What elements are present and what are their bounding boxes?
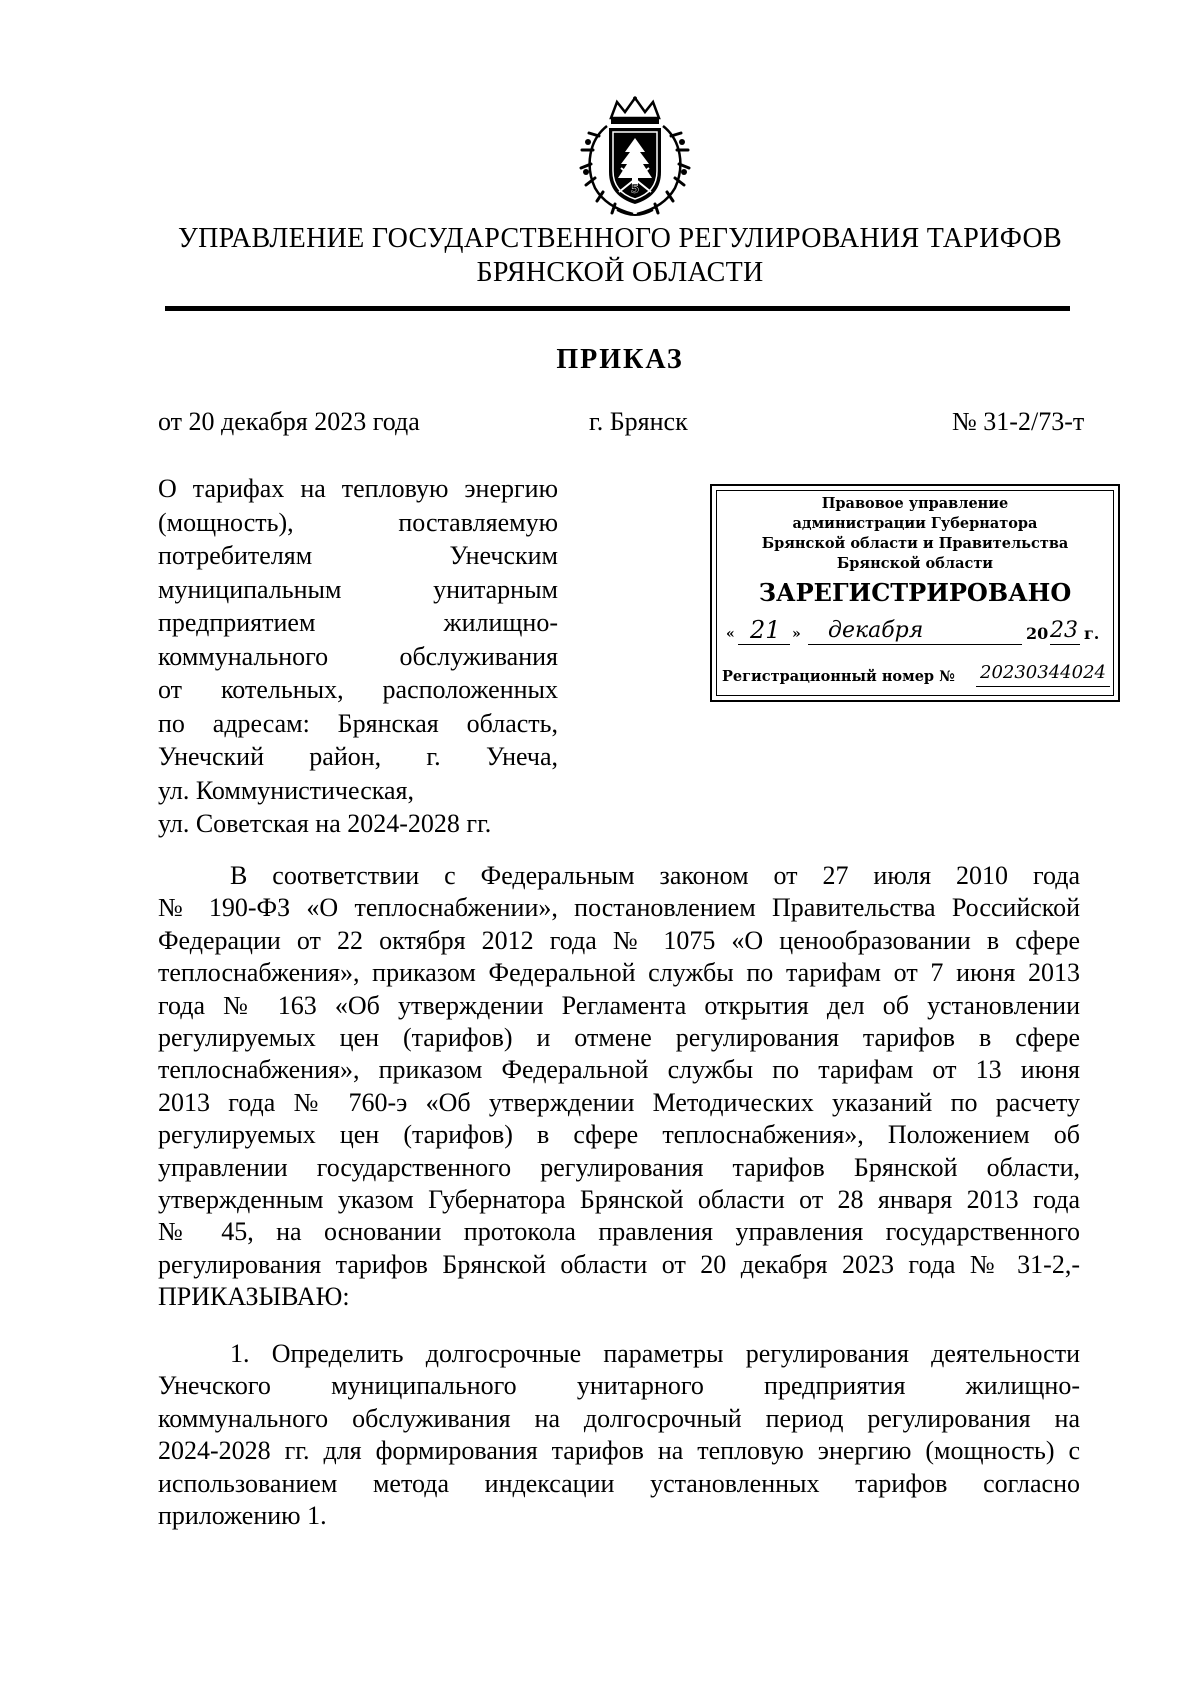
stamp-day-underline bbox=[738, 644, 790, 645]
preamble-line: регулирования тарифов Брянской области от 20 декабря 2023 года № 31-2,- bbox=[158, 1249, 1080, 1279]
preamble-line: регулируемых цен (тарифов) в сфере теплоснабжения», Положением об bbox=[158, 1120, 1080, 1150]
handwritten-day: 21 bbox=[750, 616, 781, 644]
stamp-quote-open: « bbox=[726, 626, 735, 642]
clause-1-paragraph bbox=[158, 1338, 1080, 1532]
preamble-line: года № 163 «Об утверждении Регламента открытия дел об установлении bbox=[158, 990, 1080, 1020]
stamp-year-suffix: г. bbox=[1084, 624, 1100, 643]
document-date: от 20 декабря 2023 года bbox=[158, 407, 420, 436]
preamble-line: № 45, на основании протокола правления управления государственного bbox=[158, 1217, 1080, 1247]
clause-line: коммунального обслуживания на долгосрочный период регулирования на bbox=[158, 1403, 1080, 1433]
stamp-registered-label: ЗАРЕГИСТРИРОВАНО bbox=[758, 578, 1072, 607]
preamble-line: № 190-ФЗ «О теплоснабжении», постановлением Правительства Российской bbox=[158, 893, 1080, 923]
handwritten-year: 23 bbox=[1050, 618, 1078, 643]
handwritten-registration-number: 20230344024 bbox=[980, 662, 1106, 683]
subject-line: коммунального обслуживания bbox=[158, 641, 558, 671]
clause-line: 2024-2028 гг. для формирования тарифов на тепловую энергию (мощность) с bbox=[158, 1436, 1080, 1466]
preamble-line: В соответствии с Федеральным законом от 27 июля 2010 года bbox=[230, 861, 1080, 890]
stamp-year-underline bbox=[1050, 644, 1080, 645]
preamble-line: 2013 года № 760-э «Об утверждении Методических указаний по расчету bbox=[158, 1087, 1080, 1117]
stamp-registration-underline bbox=[976, 686, 1110, 687]
stamp-month-underline bbox=[808, 644, 1022, 645]
preamble-line: Федерации от 22 октября 2012 года № 1075 «О ценообразовании в сфере bbox=[158, 925, 1080, 955]
order-subject bbox=[158, 472, 558, 841]
preamble-line: теплоснабжения», приказом Федеральной службы по тарифам от 7 июня 2013 bbox=[158, 958, 1080, 988]
preamble-line: регулируемых цен (тарифов) и отмене регулирования тарифов в сфере bbox=[158, 1023, 1080, 1053]
subject-line: муниципальным унитарным bbox=[158, 574, 558, 604]
coat-of-arms-numeral: 5 bbox=[630, 182, 640, 196]
clause-line: использованием метода индексации установленных тарифов согласно bbox=[158, 1468, 1080, 1498]
clause-line: приложению 1. bbox=[158, 1501, 327, 1531]
stamp-registration-row bbox=[722, 662, 1112, 690]
document-number: № 31-2/73-т bbox=[952, 407, 1085, 436]
registration-stamp bbox=[710, 484, 1120, 702]
handwritten-month: декабря bbox=[828, 618, 924, 643]
stamp-authority-line: Брянской области bbox=[836, 555, 994, 572]
preamble-line: ПРИКАЗЫВАЮ: bbox=[158, 1282, 350, 1312]
agency-name-line-1: УПРАВЛЕНИЕ ГОСУДАРСТВЕННОГО РЕГУЛИРОВАНИЯ ТАРИФОВ bbox=[178, 223, 1062, 254]
clause-line: 1. Определить долгосрочные параметры регулирования деятельности bbox=[230, 1339, 1080, 1368]
preamble-line: утвержденным указом Губернатора Брянской области от 28 января 2013 года bbox=[158, 1185, 1080, 1215]
subject-line: О тарифах на тепловую энергию bbox=[158, 474, 558, 503]
subject-line: ул. Советская на 2024-2028 гг. bbox=[158, 809, 492, 838]
subject-line: ул. Коммунистическая, bbox=[158, 775, 414, 805]
stamp-year-prefix: 20 bbox=[1026, 624, 1049, 643]
document-type-title: ПРИКАЗ bbox=[556, 344, 684, 375]
coat-of-arms-icon bbox=[577, 96, 693, 220]
preamble-line: теплоснабжения», приказом Федеральной службы по тарифам от 13 июня bbox=[158, 1055, 1080, 1085]
subject-line: Унечский район, г. Унеча, bbox=[158, 742, 558, 771]
subject-line: (мощность), поставляемую bbox=[158, 507, 558, 537]
subject-line: потребителям Унечским bbox=[158, 541, 558, 570]
subject-line: от котельных, расположенных bbox=[158, 675, 558, 704]
subject-line: предприятием жилищно- bbox=[158, 608, 558, 637]
preamble-line: управлении государственного регулирования тарифов Брянской области, bbox=[158, 1152, 1080, 1182]
stamp-authority-line: Брянской области и Правительства bbox=[761, 535, 1069, 552]
stamp-date-row bbox=[726, 618, 1106, 648]
header-divider bbox=[165, 306, 1070, 311]
stamp-registration-label: Регистрационный номер № bbox=[722, 668, 955, 685]
stamp-authority-line: Правовое управление bbox=[821, 495, 1009, 512]
document-city: г. Брянск bbox=[589, 407, 688, 436]
stamp-quote-close: » bbox=[792, 626, 801, 642]
clause-line: Унечского муниципального унитарного предприятия жилищно- bbox=[158, 1371, 1080, 1401]
subject-line: по адресам: Брянская область, bbox=[158, 708, 558, 738]
preamble-paragraph bbox=[158, 860, 1080, 1314]
agency-name-line-2: БРЯНСКОЙ ОБЛАСТИ bbox=[476, 257, 764, 288]
stamp-authority-line: администрации Губернатора bbox=[792, 515, 1038, 532]
